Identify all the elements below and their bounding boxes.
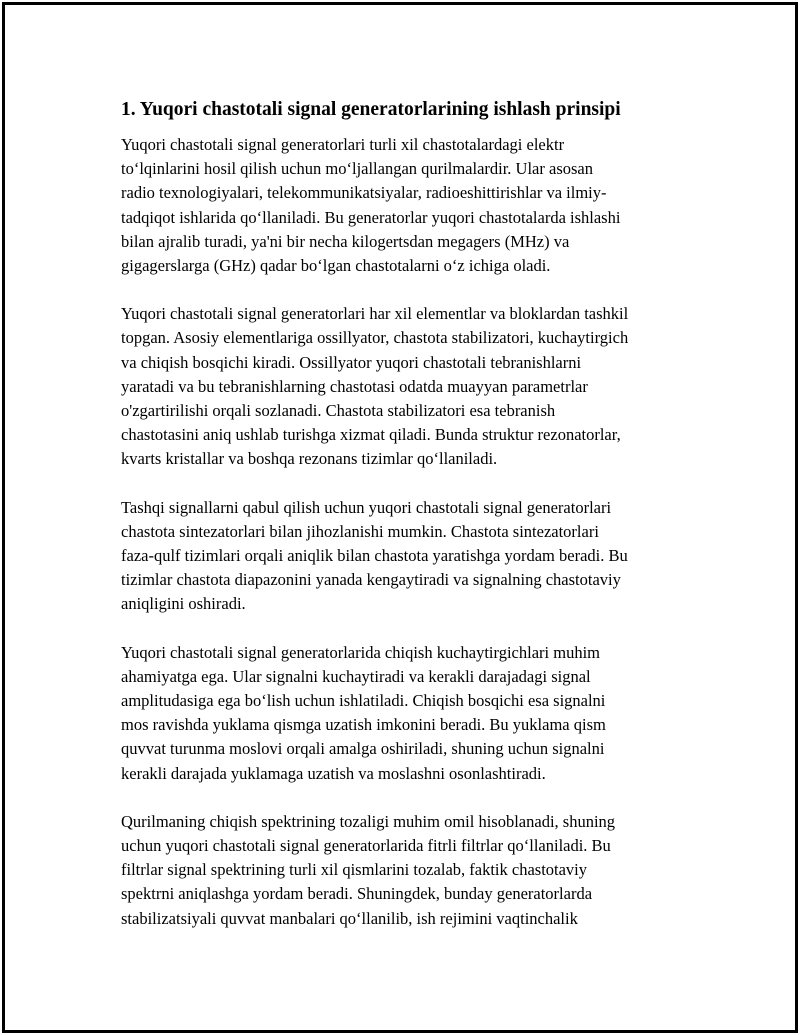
text-line: Qurilmaning chiqish spektrining tozaligi muhim omil hisoblanadi, shuning xyxy=(121,811,616,831)
text-line: aniqligini oshiradi. xyxy=(121,594,246,614)
paragraph-4 xyxy=(121,641,697,786)
paragraph-3 xyxy=(121,496,697,617)
text-line: Yuqori chastotali signal generatorlari har xil elementlar va bloklardan tashkil xyxy=(121,304,629,324)
text-line: kvarts kristallar va boshqa rezonans tizimlar qo‘llaniladi. xyxy=(121,449,498,469)
text-line: amplitudasiga ega bo‘lish uchun ishlatiladi. Chiqish bosqichi esa signalni xyxy=(121,691,606,711)
text-line: o'zgartirilishi orqali sozlanadi. Chastota stabilizatori esa tebranish xyxy=(121,401,556,421)
text-line: spektrni aniqlashga yordam beradi. Shuningdek, bunday generatorlarda xyxy=(121,884,593,904)
text-line: topgan. Asosiy elementlariga ossillyator, chastota stabilizatori, kuchaytirgich xyxy=(121,328,629,348)
text-line: Yuqori chastotali signal generatorlari turli xil chastotalardagi elektr xyxy=(121,135,565,154)
text-line: Tashqi signallarni qabul qilish uchun yuqori chastotali signal generatorlari xyxy=(121,497,612,517)
text-line: tizimlar chastota diapazonini yanada kengaytiradi va signalning chastotaviy xyxy=(121,570,621,590)
text-line: gigagerslarga (GHz) qadar bo‘lgan chastotalarni o‘z ichiga oladi. xyxy=(121,256,551,276)
text-line: chastota sintezatorlari bilan jihozlanishi mumkin. Chastota sintezatorlari xyxy=(121,521,599,541)
text-line: bilan ajralib turadi, ya'ni bir necha kilogertsdan megagers (MHz) va xyxy=(121,231,570,251)
text-line: yaratadi va bu tebranishlarning chastotasi odatda muayyan parametrlar xyxy=(121,376,588,396)
text-line: Yuqori chastotali signal generatorlarida chiqish kuchaytirgichlari muhim xyxy=(121,642,600,662)
text-line: ahamiyatga ega. Ular signalni kuchaytiradi va kerakli darajadagi signal xyxy=(121,666,591,686)
document-body xyxy=(121,97,697,955)
page-frame xyxy=(2,2,798,1033)
text-line: quvvat turunma moslovi orqali amalga oshiriladi, shuning uchun signalni xyxy=(121,739,605,759)
text-line: kerakli darajada yuklamaga uzatish va moslashni osonlashtiradi. xyxy=(121,763,546,783)
text-line: chastotasini aniq ushlab turishga xizmat qiladi. Bunda struktur rezonatorlar, xyxy=(121,425,621,445)
text-line: faza-qulf tizimlari orqali aniqlik bilan chastota yaratishga yordam beradi. Bu xyxy=(121,546,628,566)
text-line: uchun yuqori chastotali signal generatorlarida fitrli filtrlar qo‘llaniladi. Bu xyxy=(121,836,611,856)
paragraph-2 xyxy=(121,302,697,471)
text-line: va chiqish bosqichi kiradi. Ossillyator yuqori chastotali tebranishlarni xyxy=(121,352,582,372)
text-line: tadqiqot ishlarida qo‘llaniladi. Bu generatorlar yuqori chastotalarda ishlashi xyxy=(121,207,621,227)
paragraph-1 xyxy=(121,133,697,278)
section-heading: 1. Yuqori chastotali signal generatorlarining ishlash prinsipi xyxy=(121,99,621,120)
text-line: mos ravishda yuklama qismga uzatish imkonini beradi. Bu yuklama qism xyxy=(121,715,606,735)
text-line: to‘lqinlarini hosil qilish uchun mo‘ljallangan qurilmalardir. Ular asosan xyxy=(121,159,593,179)
text-line: filtrlar signal spektrining turli xil qismlarini tozalab, faktik chastotaviy xyxy=(121,860,588,880)
text-line: radio texnologiyalari, telekommunikatsiyalar, radioeshittirishlar va ilmiy- xyxy=(121,183,607,203)
paragraph-5 xyxy=(121,810,697,931)
text-line: stabilizatsiyali quvvat manbalari qo‘llanilib, ish rejimini vaqtinchalik xyxy=(121,908,578,928)
